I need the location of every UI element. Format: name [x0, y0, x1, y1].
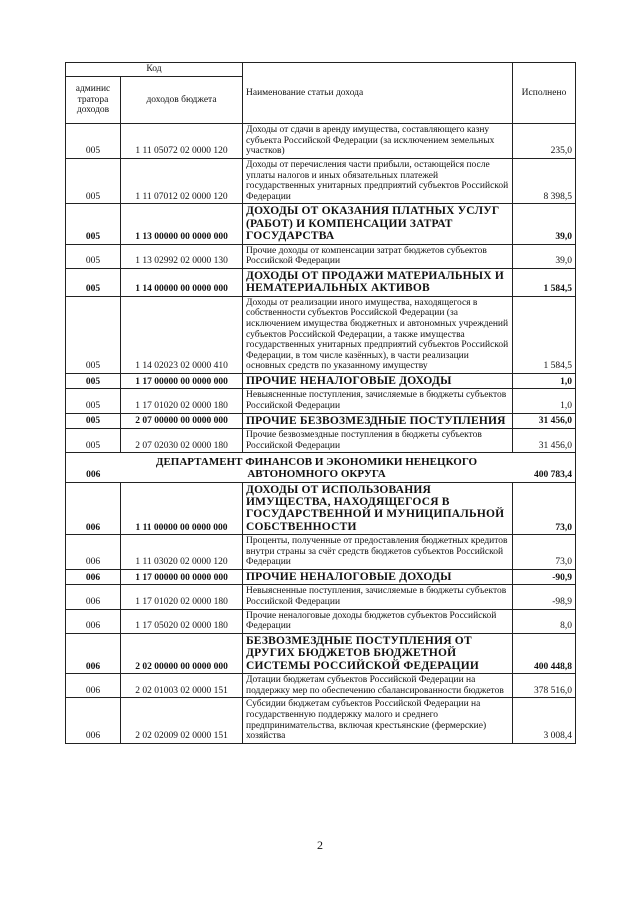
admin-column-header: админис тратора доходов — [66, 77, 121, 124]
amount-column-header: Исполнено — [513, 63, 576, 124]
income-code-cell: 1 17 01020 02 0000 180 — [121, 585, 243, 609]
amount-cell: 400 783,4 — [513, 453, 576, 482]
amount-cell: 400 448,8 — [513, 633, 576, 673]
table-row — [66, 482, 576, 535]
amount-cell: 1 584,5 — [513, 268, 576, 296]
income-code-cell: 1 17 00000 00 0000 000 — [121, 570, 243, 585]
admin-code-cell: 006 — [66, 698, 121, 744]
admin-code-cell: 006 — [66, 482, 121, 535]
income-name-cell: ПРОЧИЕ НЕНАЛОГОВЫЕ ДОХОДЫ — [243, 570, 513, 585]
table-row — [66, 389, 576, 413]
table-row — [66, 429, 576, 453]
income-code-column-header: доходов бюджета — [121, 77, 243, 124]
amount-cell: 1,0 — [513, 374, 576, 389]
income-name-cell: Субсидии бюджетам субъектов Российской Федерации на государственную поддержку малого и среднего предпринимательства, включая крестьянские (фермерские) хозяйства — [243, 698, 513, 744]
admin-code-cell: 006 — [66, 453, 121, 482]
income-code-cell: 1 17 00000 00 0000 000 — [121, 374, 243, 389]
amount-cell: 378 516,0 — [513, 674, 576, 698]
table-row — [66, 609, 576, 633]
income-name-cell: Прочие безвозмездные поступления в бюджеты субъектов Российской Федерации — [243, 429, 513, 453]
amount-cell: 235,0 — [513, 124, 576, 159]
income-name-cell: ДОХОДЫ ОТ ПРОДАЖИ МАТЕРИАЛЬНЫХ И НЕМАТЕРИАЛЬНЫХ АКТИВОВ — [243, 268, 513, 296]
income-code-cell: 1 11 07012 02 0000 120 — [121, 158, 243, 204]
admin-code-cell: 005 — [66, 296, 121, 373]
amount-cell: 8 398,5 — [513, 158, 576, 204]
amount-cell: 39,0 — [513, 204, 576, 244]
income-name-cell: Доходы от реализации иного имущества, находящегося в собственности субъектов Российской Федерации (за исключением имущества бюджетных и автономных учреждений субъектов Российской Федерации, а также имущества государственных унитарных предприятий субъектов Российской Федерации, в том числе казённых), в части реализации основных средств по указанному имуществу — [243, 296, 513, 373]
amount-cell: 1,0 — [513, 389, 576, 413]
admin-code-cell: 005 — [66, 244, 121, 268]
admin-code-cell: 006 — [66, 609, 121, 633]
income-code-cell: 1 17 05020 02 0000 180 — [121, 609, 243, 633]
income-code-cell: 2 07 02030 02 0000 180 — [121, 429, 243, 453]
income-name-cell: Доходы от перечисления части прибыли, остающейся после уплаты налогов и иных обязательных платежей государственных унитарных предприятий субъектов Российской Федерации — [243, 158, 513, 204]
amount-cell: 31 456,0 — [513, 413, 576, 428]
amount-cell: -98,9 — [513, 585, 576, 609]
table-row — [66, 158, 576, 204]
admin-code-cell: 005 — [66, 389, 121, 413]
page-number: 2 — [317, 838, 323, 852]
income-code-cell: 1 11 05072 02 0000 120 — [121, 124, 243, 159]
table-row — [66, 244, 576, 268]
table-row — [66, 296, 576, 373]
table-row — [66, 570, 576, 585]
admin-code-cell: 005 — [66, 268, 121, 296]
income-name-cell: Невыясненные поступления, зачисляемые в бюджеты субъектов Российской Федерации — [243, 585, 513, 609]
admin-code-cell: 005 — [66, 158, 121, 204]
admin-code-cell: 006 — [66, 674, 121, 698]
revenue-table — [65, 62, 576, 744]
table-row — [66, 674, 576, 698]
income-code-cell: 1 14 00000 00 0000 000 — [121, 268, 243, 296]
income-name-cell: БЕЗВОЗМЕЗДНЫЕ ПОСТУПЛЕНИЯ ОТ ДРУГИХ БЮДЖЕТОВ БЮДЖЕТНОЙ СИСТЕМЫ РОССИЙСКОЙ ФЕДЕРАЦИИ — [243, 633, 513, 673]
header-row-codes — [66, 63, 576, 77]
amount-cell: 8,0 — [513, 609, 576, 633]
amount-cell: 1 584,5 — [513, 296, 576, 373]
income-name-cell: Дотации бюджетам субъектов Российской Федерации на поддержку мер по обеспечению сбалансированности бюджетов — [243, 674, 513, 698]
table-row — [66, 633, 576, 673]
table-row — [66, 413, 576, 428]
income-code-cell: 1 13 02992 02 0000 130 — [121, 244, 243, 268]
amount-cell: -90,9 — [513, 570, 576, 585]
table-row — [66, 374, 576, 389]
table-row — [66, 585, 576, 609]
admin-code-cell: 005 — [66, 429, 121, 453]
income-name-cell: Прочие доходы от компенсации затрат бюджетов субъектов Российской Федерации — [243, 244, 513, 268]
amount-cell: 3 008,4 — [513, 698, 576, 744]
income-code-cell: 2 07 00000 00 0000 000 — [121, 413, 243, 428]
table-row — [66, 268, 576, 296]
income-code-cell: 2 02 02009 02 0000 151 — [121, 698, 243, 744]
income-code-cell: 1 17 01020 02 0000 180 — [121, 389, 243, 413]
admin-code-cell: 005 — [66, 124, 121, 159]
code-group-header: Код — [66, 63, 243, 77]
amount-cell: 39,0 — [513, 244, 576, 268]
income-code-cell: 1 13 00000 00 0000 000 — [121, 204, 243, 244]
income-code-cell: 1 14 02023 02 0000 410 — [121, 296, 243, 373]
table-row — [66, 535, 576, 570]
income-name-cell: Доходы от сдачи в аренду имущества, составляющего казну субъекта Российской Федерации (за исключением земельных участков) — [243, 124, 513, 159]
admin-code-cell: 006 — [66, 585, 121, 609]
admin-code-cell: 006 — [66, 633, 121, 673]
income-name-cell: Невыясненные поступления, зачисляемые в бюджеты субъектов Российской Федерации — [243, 389, 513, 413]
admin-code-cell: 005 — [66, 374, 121, 389]
admin-code-cell: 005 — [66, 204, 121, 244]
admin-code-cell: 005 — [66, 413, 121, 428]
table-row — [66, 204, 576, 244]
income-name-cell: ДОХОДЫ ОТ ИСПОЛЬЗОВАНИЯ ИМУЩЕСТВА, НАХОДЯЩЕГОСЯ В ГОСУДАРСТВЕННОЙ И МУНИЦИПАЛЬНОЙ СОБСТВЕННОСТИ — [243, 482, 513, 535]
income-code-cell: 1 11 00000 00 0000 000 — [121, 482, 243, 535]
income-name-cell: Прочие неналоговые доходы бюджетов субъектов Российской Федерации — [243, 609, 513, 633]
income-name-cell: ПРОЧИЕ НЕНАЛОГОВЫЕ ДОХОДЫ — [243, 374, 513, 389]
admin-code-cell: 006 — [66, 535, 121, 570]
income-name-cell: ПРОЧИЕ БЕЗВОЗМЕЗДНЫЕ ПОСТУПЛЕНИЯ — [243, 413, 513, 428]
amount-cell: 73,0 — [513, 482, 576, 535]
amount-cell: 31 456,0 — [513, 429, 576, 453]
table-row — [66, 124, 576, 159]
department-row — [66, 453, 576, 482]
admin-code-cell: 006 — [66, 570, 121, 585]
amount-cell: 73,0 — [513, 535, 576, 570]
table-row — [66, 698, 576, 744]
income-name-cell: Проценты, полученные от предоставления бюджетных кредитов внутри страны за счёт средств бюджетов субъектов Российской Федерации — [243, 535, 513, 570]
name-column-header: Наименование статьи дохода — [243, 63, 513, 124]
income-code-cell: 1 11 03020 02 0000 120 — [121, 535, 243, 570]
income-code-cell: 2 02 01003 02 0000 151 — [121, 674, 243, 698]
income-name-cell: ДОХОДЫ ОТ ОКАЗАНИЯ ПЛАТНЫХ УСЛУГ (РАБОТ) И КОМПЕНСАЦИИ ЗАТРАТ ГОСУДАРСТВА — [243, 204, 513, 244]
income-code-cell: 2 02 00000 00 0000 000 — [121, 633, 243, 673]
department-name-cell: ДЕПАРТАМЕНТ ФИНАНСОВ И ЭКОНОМИКИ НЕНЕЦКОГО АВТОНОМНОГО ОКРУГА — [121, 453, 513, 482]
